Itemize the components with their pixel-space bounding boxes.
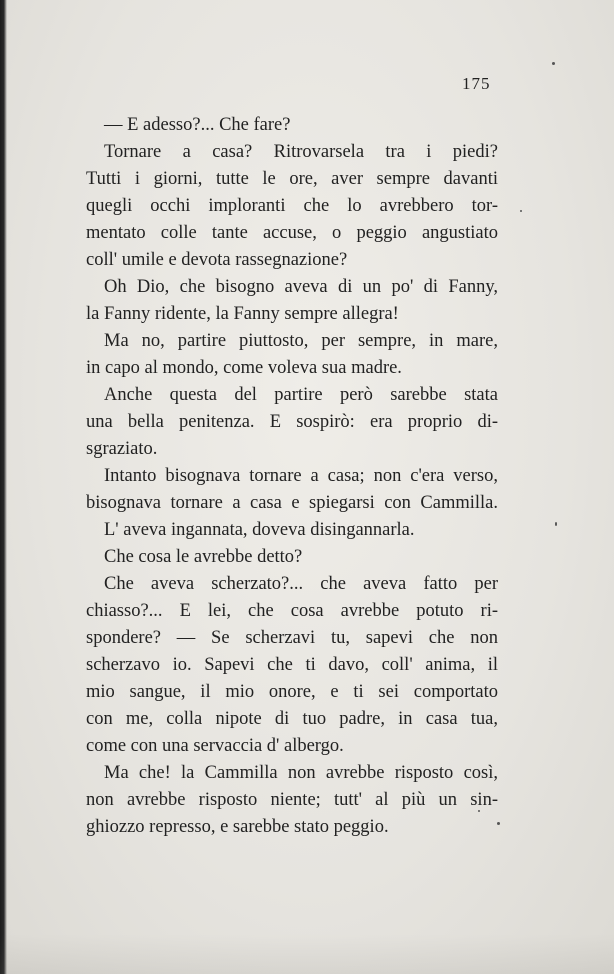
paper-speck [552,62,555,65]
text-line: Oh Dio, che bisogno aveva di un po' di Fanny, [104,277,498,297]
paper-speck [520,210,522,212]
text-line: chiasso?... E lei, che cosa avrebbe potuto ri- [86,601,498,621]
text-line: coll' umile e devota rassegnazione? [86,250,348,270]
text-line: Che cosa le avrebbe detto? [104,547,303,567]
binding-edge [0,0,7,974]
text-line: mio sangue, il mio onore, e ti sei comportato [86,682,498,702]
text-line: come con una servaccia d' albergo. [86,736,344,756]
text-line: Ma no, partire piuttosto, per sempre, in mare, [104,331,498,351]
text-line: Intanto bisognava tornare a casa; non c'era verso, [104,466,498,486]
text-line: Tornare a casa? Ritrovarsela tra i piedi? [104,142,498,162]
text-line: L' aveva ingannata, doveva disingannarla. [104,520,415,540]
paper-speck [497,822,500,825]
text-line: non avrebbe risposto niente; tutt' al più un sin- [86,790,498,810]
text-line: la Fanny ridente, la Fanny sempre allegra! [86,304,399,324]
text-line: Ma che! la Cammilla non avrebbe risposto così, [104,763,498,783]
text-line: Che aveva scherzato?... che aveva fatto per [104,574,498,594]
text-line: — E adesso?... Che fare? [104,115,291,135]
text-line: bisognava tornare a casa e spiegarsi con Cammilla. [86,493,498,513]
text-line: spondere? — Se scherzavi tu, sapevi che non [86,628,498,648]
text-line: Tutti i giorni, tutte le ore, aver sempre davanti [86,169,498,189]
text-line: con me, colla nipote di tuo padre, in casa tua, [86,709,498,729]
text-line: mentato colle tante accuse, o peggio angustiato [86,223,498,243]
paper-speck [478,810,480,812]
text-line: Anche questa del partire però sarebbe stata [104,385,498,405]
text-line: in capo al mondo, come voleva sua madre. [86,358,402,378]
text-line: ghiozzo represso, e sarebbe stato peggio. [86,817,389,837]
paper-speck [555,522,557,526]
text-line: una bella penitenza. E sospirò: era proprio di- [86,412,498,432]
text-line: sgraziato. [86,439,158,459]
body-text [86,112,498,841]
text-line: scherzavo io. Sapevi che ti davo, coll' anima, il [86,655,498,675]
page-number: 175 [462,74,491,93]
paper-shading [0,934,614,974]
text-line: quegli occhi imploranti che lo avrebbero tor- [86,196,498,216]
